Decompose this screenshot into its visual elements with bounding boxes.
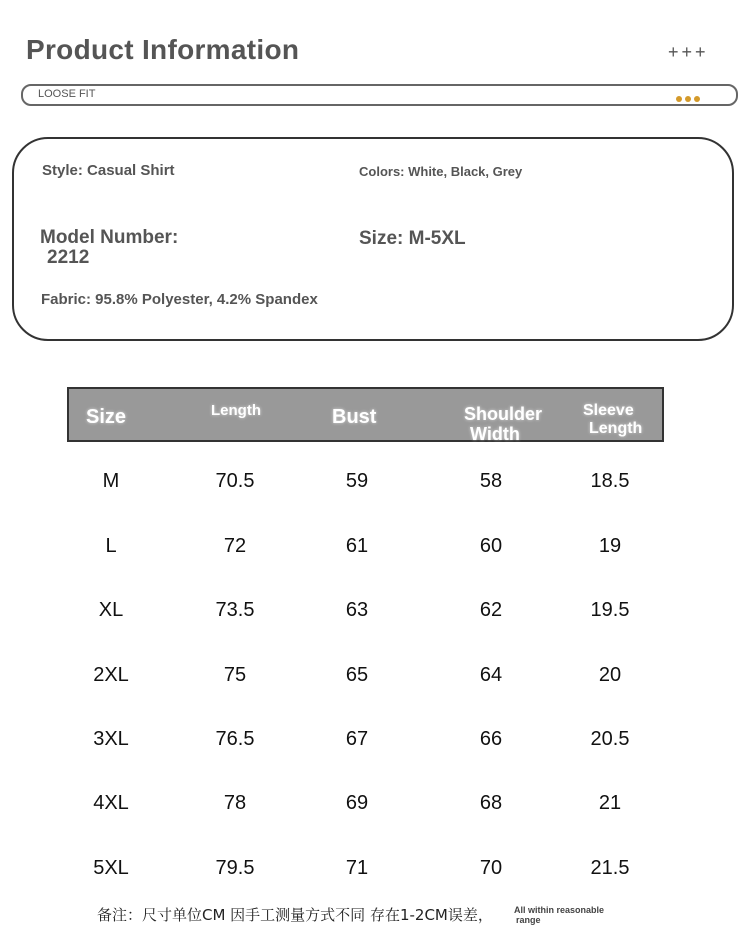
cell-size: XL xyxy=(98,599,124,621)
cell-sleeve-length: 20.5 xyxy=(590,728,630,750)
cell-shoulder-width: 62 xyxy=(479,599,503,621)
cell-size: 4XL xyxy=(93,792,129,814)
cell-size: 2XL xyxy=(93,664,129,686)
cell-size: 3XL xyxy=(93,728,129,750)
cell-sleeve-length: 20 xyxy=(598,664,622,686)
cell-length: 72 xyxy=(223,535,247,557)
fabric-info: Fabric: 95.8% Polyester, 4.2% Spandex xyxy=(41,291,318,308)
footnote-small xyxy=(514,905,624,925)
cell-bust: 67 xyxy=(345,728,369,750)
cell-shoulder-width: 64 xyxy=(479,664,503,686)
cell-bust: 61 xyxy=(345,535,369,557)
model-number-label: Model Number: xyxy=(40,227,179,248)
cell-size: 5XL xyxy=(93,857,129,879)
cell-bust: 71 xyxy=(345,857,369,879)
dot-icon xyxy=(676,96,682,102)
cell-sleeve-length: 19 xyxy=(598,535,622,557)
header-sleeve-length xyxy=(583,402,642,438)
header-size: Size xyxy=(86,406,127,428)
cell-bust: 59 xyxy=(345,470,369,492)
footnote-small-line2: range xyxy=(516,915,541,925)
cell-shoulder-width: 70 xyxy=(479,857,503,879)
cell-sleeve-length: 19.5 xyxy=(590,599,630,621)
header-bust: Bust xyxy=(332,406,377,428)
header-shoulder-line1: Shoulder xyxy=(464,404,543,424)
cell-shoulder-width: 60 xyxy=(479,535,503,557)
style-info: Style: Casual Shirt xyxy=(42,162,175,179)
header-length: Length xyxy=(211,402,261,419)
header-sleeve-line2: Length xyxy=(589,420,643,437)
cell-length: 78 xyxy=(223,792,247,814)
cell-bust: 65 xyxy=(345,664,369,686)
fit-bar xyxy=(21,84,738,106)
table-header xyxy=(67,387,664,442)
cell-length: 75 xyxy=(223,664,247,686)
cell-length: 70.5 xyxy=(215,470,255,492)
dot-icon xyxy=(685,96,691,102)
cell-size: M xyxy=(102,470,120,492)
cell-bust: 63 xyxy=(345,599,369,621)
plus-decoration: +++ xyxy=(668,42,709,62)
header-shoulder-line2: Width xyxy=(470,424,520,444)
model-number-value: 2212 xyxy=(47,247,90,268)
size-info: Size: M-5XL xyxy=(359,228,466,249)
fit-label: LOOSE FIT xyxy=(38,88,96,100)
dots-decoration xyxy=(673,89,700,107)
cell-sleeve-length: 21 xyxy=(598,792,622,814)
cell-length: 76.5 xyxy=(215,728,255,750)
cell-bust: 69 xyxy=(345,792,369,814)
cell-shoulder-width: 66 xyxy=(479,728,503,750)
page-title: Product Information xyxy=(26,34,300,65)
cell-sleeve-length: 21.5 xyxy=(590,857,630,879)
footnote-small-line1: All within reasonable xyxy=(514,905,605,915)
footnote: 备注：尺寸单位CM 因手工测量方式不同 存在1-2CM误差， xyxy=(97,906,493,924)
header-sleeve-line1: Sleeve xyxy=(583,402,634,419)
cell-shoulder-width: 68 xyxy=(479,792,503,814)
cell-length: 79.5 xyxy=(215,857,255,879)
header-shoulder-width xyxy=(464,404,542,444)
cell-shoulder-width: 58 xyxy=(479,470,503,492)
cell-length: 73.5 xyxy=(215,599,255,621)
info-box xyxy=(12,137,734,341)
cell-sleeve-length: 18.5 xyxy=(590,470,630,492)
colors-info: Colors: White, Black, Grey xyxy=(359,164,523,179)
cell-size: L xyxy=(105,535,117,557)
dot-icon xyxy=(694,96,700,102)
